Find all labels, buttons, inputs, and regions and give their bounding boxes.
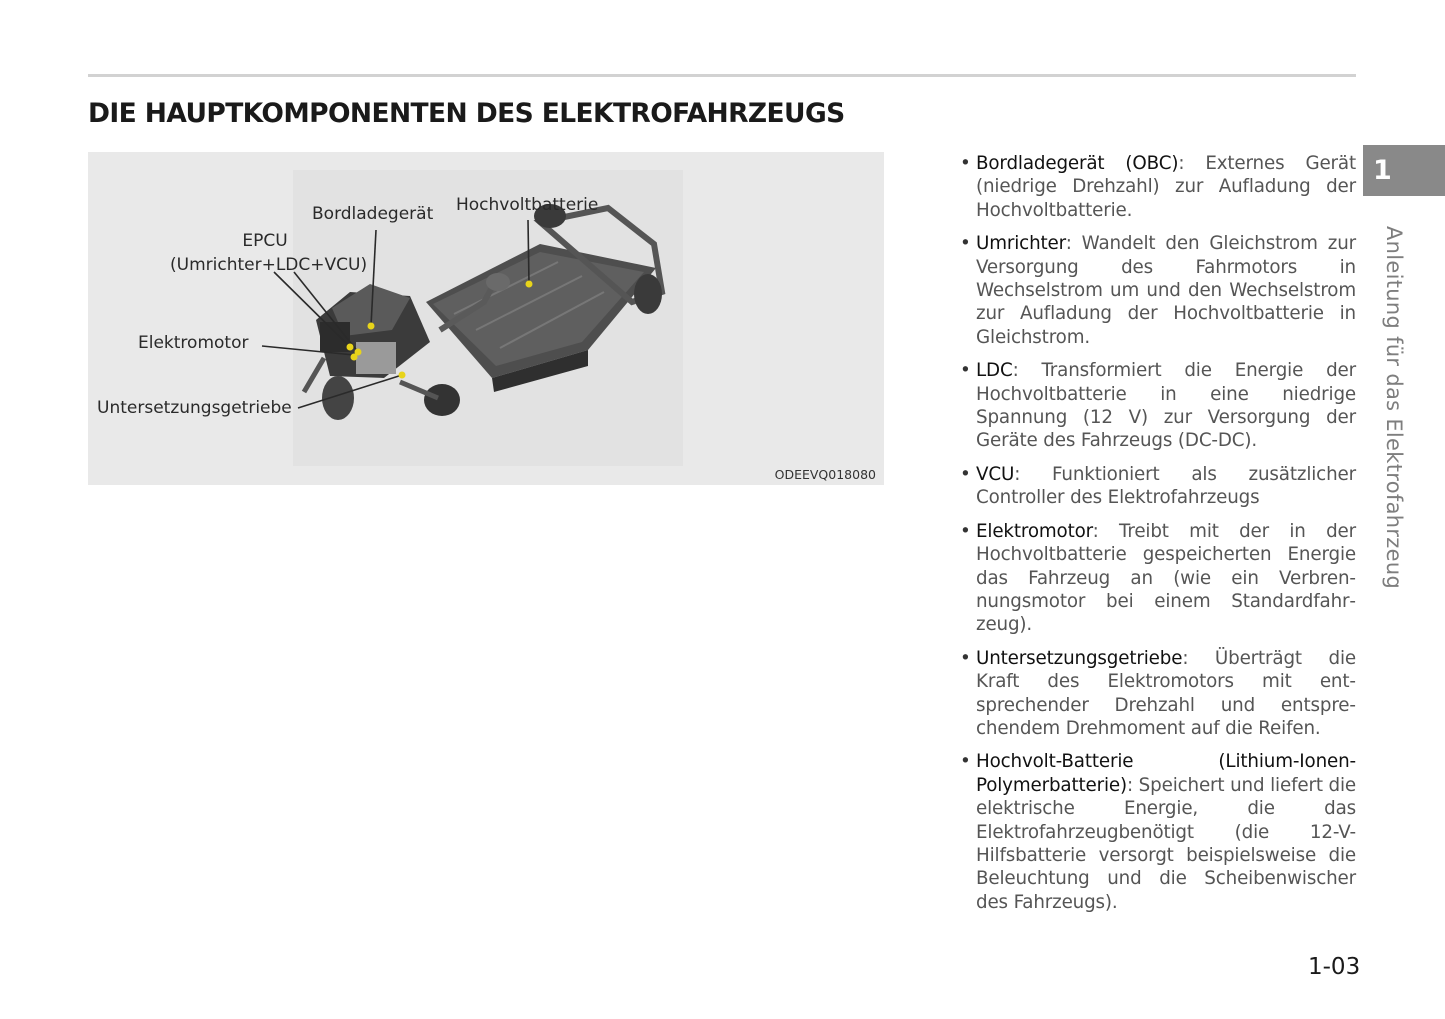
definition: : Transformiert die Energie der Hochvoltbatterie in eine niedrige Spannung (12 V) zur Versorgung der Geräte des Fahrzeugs (DC-DC). (976, 360, 1356, 452)
chapter-tab[interactable] (1363, 145, 1445, 196)
chapter-title: Anleitung für das Elektrofahrzeug (1382, 226, 1406, 590)
definition: : Treibt mit der in der Hochvoltbatterie gespeicherten Energie das Fahrzeug an (wie ein Verbrennungsmotor bei einem Standardfahrzeug). (976, 520, 1356, 636)
definition: : Externes Gerät (niedrige Drehzahl) zur Aufladung der Hochvoltbatterie. (976, 153, 1356, 221)
label-epcu: EPCU (242, 231, 288, 251)
marker-obc (368, 323, 375, 330)
top-rule (88, 74, 1356, 77)
term: Untersetzungsgetriebe (976, 647, 1183, 669)
label-reducer: Untersetzungsgetriebe (97, 398, 292, 418)
marker-battery (526, 281, 533, 288)
marker-motor (351, 354, 358, 361)
list-item: • Untersetzungsgetriebe: Überträgt die Kraft des Elektromotors mit entsprechender Drehzahl und entsprechendem Drehmoment auf die Reifen. (960, 647, 1356, 739)
term: VCU (976, 463, 1015, 485)
term: Bordladegerät (OBC) (976, 153, 1179, 174)
page-title: DIE HAUPTKOMPONENTEN DES ELEKTROFAHRZEUGS (88, 98, 845, 129)
term: Elektromotor (976, 520, 1093, 542)
term: LDC (976, 360, 1013, 382)
list-item: • Hochvolt-Batterie (Lithium-Ionen-Polymerbatterie): Speichert und liefert die elektrische Energie, die das Elektrofahrzeugbenötigt (die 12-V-Hilfsbatterie versorgt beispielsweise die Beleuchtung und die Scheibenwischer des Fahrzeugs). (960, 751, 1356, 913)
component-descriptions (960, 152, 1356, 924)
page-number: 1-03 (1308, 954, 1361, 980)
label-obc: Bordladegerät (312, 204, 434, 224)
chapter-number: 1 (1373, 155, 1392, 186)
list-item: • Bordladegerät (OBC): Externes Gerät (niedrige Drehzahl) zur Aufladung der Hochvoltbatterie. (960, 153, 1356, 221)
label-motor: Elektromotor (138, 333, 249, 353)
list-item: • VCU: Funktioniert als zusätzlicher Controller des Elektrofahrzeugs (960, 463, 1356, 509)
definition: : Überträgt die Kraft des Elektromotors mit entsprechender Drehzahl und entsprechendem Drehmoment auf die Reifen. (976, 647, 1356, 739)
figure-code: ODEEVQ018080 (774, 467, 876, 482)
label-epcu-detail: (Umrichter+LDC+VCU) (170, 255, 368, 275)
definition: : Wandelt den Gleichstrom zur Versorgung des Fahrmotors in Wechselstrom um und den Wechselstrom zur Aufladung der Hochvoltbatterie in Gleichstrom. (976, 233, 1356, 348)
list-item: • Elektromotor: Treibt mit der in der Hochvoltbatterie gespeicherten Energie das Fahrzeug an (wie ein Verbrennungsmotor bei einem Standardfahrzeug). (960, 520, 1356, 636)
list-item: • Umrichter: Wandelt den Gleichstrom zur Versorgung des Fahrmotors in Wechselstrom um und den Wechselstrom zur Aufladung der Hochvoltbatterie in Gleichstrom. (960, 233, 1356, 348)
definition: : Speichert und liefert die elektrische Energie, die das Elektrofahrzeugbenötigt (die 12-V-Hilfsbatterie versorgt beispielsweise die Beleuchtung und die Scheibenwischer des Fahrzeugs). (976, 774, 1356, 913)
marker-epcu-1 (347, 344, 354, 351)
components-figure (88, 152, 884, 485)
label-battery: Hochvoltbatterie (456, 195, 599, 215)
list-item: • LDC: Transformiert die Energie der Hochvoltbatterie in eine niedrige Spannung (12 V) zur Versorgung der Geräte des Fahrzeugs (DC-DC). (960, 360, 1356, 452)
marker-reducer (399, 372, 406, 379)
definition: : Funktioniert als zusätzlicher Controller des Elektrofahrzeugs (976, 463, 1356, 509)
term: Umrichter (976, 233, 1066, 255)
term: Hochvolt-Batterie (Lithium-Ionen-Polymerbatterie) (976, 751, 1356, 796)
